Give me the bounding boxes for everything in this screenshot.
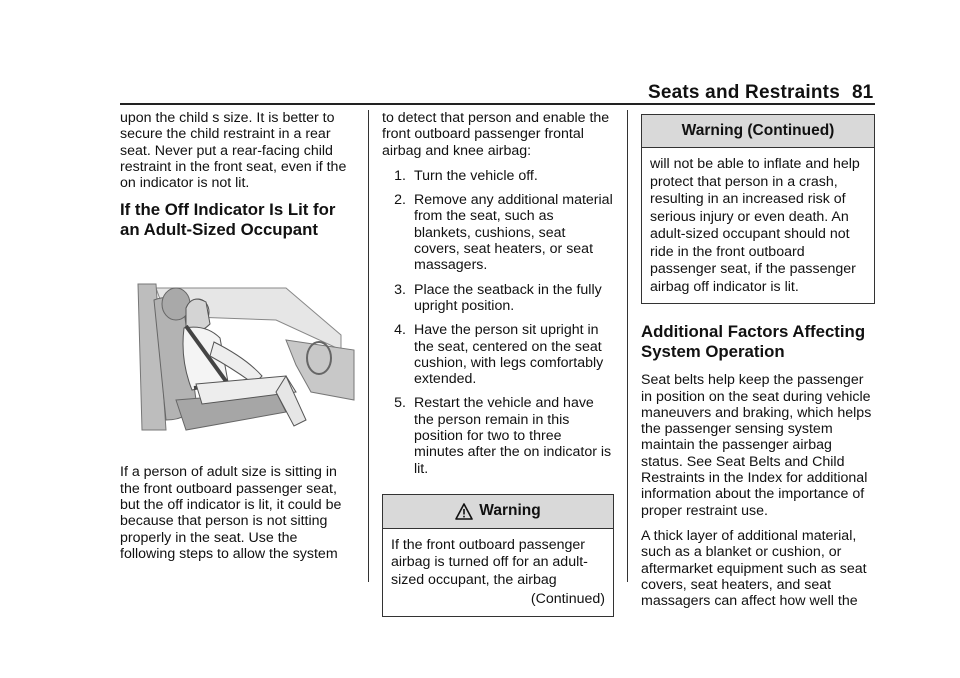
warning-title: Warning (Continued)	[681, 122, 835, 139]
warning-header	[383, 495, 613, 529]
section-title: Seats and Restraints	[648, 82, 840, 103]
warning-body: If the front outboard passenger airbag is turned off for an adult-sized occupant, the airbag (Continued)	[391, 536, 605, 608]
adult-passenger-seated-icon	[136, 280, 356, 440]
paragraph: If a person of adult size is sitting in the front outboard passenger seat, but the off indicator is lit, it could be because that person is not sitting properly in the seat. Use the following steps to allow the system	[120, 464, 342, 562]
warning-icon	[455, 503, 473, 520]
adult-passenger-illustration	[136, 280, 356, 440]
list-item: 1. Turn the vehicle off.	[394, 167, 538, 184]
paragraph: Seat belts help keep the passenger in position on the seat during vehicle maneuvers and braking, which helps the passenger sensing system maintain the passenger airbag status. See Seat Belts and Child Restraints in the Index for additional information about the importance of proper restraint use.	[641, 372, 872, 519]
section-heading: Additional Factors Affecting System Operation	[641, 322, 866, 362]
warning-title: Warning	[479, 502, 541, 520]
column-2	[382, 110, 614, 617]
list-item: 2. Remove any additional material from the seat, such as blankets, cushions, seat covers, seat heaters, or seat massagers.	[394, 192, 613, 274]
list-item: 5. Restart the vehicle and have the person remain in this position for two to three minutes after the on indicator is lit.	[394, 395, 612, 477]
list-item: 3. Place the seatback in the fully upright position.	[394, 281, 602, 314]
steps-list	[382, 168, 614, 477]
warning-body: will not be able to inflate and help protect that person in a crash, resulting in an increased risk of serious injury or even death. An adult-sized occupant should not ride in the front outboard passenger seat, if the passenger airbag off indicator is lit.	[650, 156, 860, 295]
column-divider-2	[627, 110, 628, 582]
warning-header	[642, 115, 874, 148]
warning-box-continued	[641, 114, 875, 304]
continued-label: (Continued)	[530, 591, 605, 608]
list-item: 4. Have the person sit upright in the seat, centered on the seat cushion, with legs comfortably extended.	[394, 322, 604, 388]
column-3	[641, 114, 875, 618]
paragraph: to detect that person and enable the front outboard passenger frontal airbag and knee airbag:	[382, 110, 610, 159]
column-1	[120, 110, 352, 571]
section-heading: If the Off Indicator Is Lit for an Adult-Sized Occupant	[120, 200, 336, 240]
header-divider	[120, 103, 875, 105]
paragraph: A thick layer of additional material, such as a blanket or cushion, or aftermarket equipment such as seat covers, seat heaters, and seat massagers can affect how well the	[641, 527, 867, 610]
warning-box	[382, 494, 614, 617]
column-divider-1	[368, 110, 369, 582]
page-number: 81	[852, 82, 874, 103]
paragraph: upon the child s size. It is better to secure the child restraint in a rear seat. Never put a rear-facing child restraint in the front seat, even if the on indicator is not lit.	[120, 110, 347, 192]
